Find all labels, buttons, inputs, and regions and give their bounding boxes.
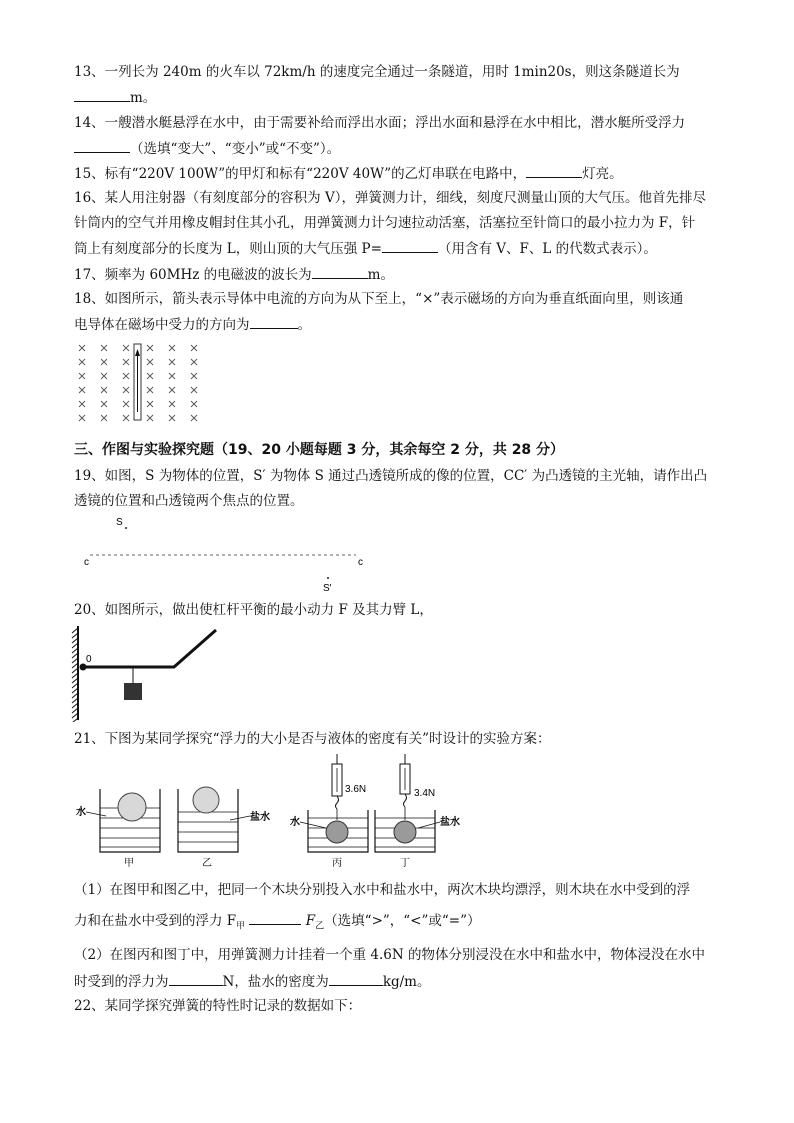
q21-p2-answer-blank-1[interactable] <box>169 971 223 986</box>
q21-p1-text-c: （选填“>”，“<”或“=”） <box>324 913 481 929</box>
q17-unit: m。 <box>367 267 394 283</box>
q16-text-b: （用含有 V、F、L 的代数式表示）。 <box>437 241 657 257</box>
beaker-jia <box>100 789 160 852</box>
q15-tail: 灯亮。 <box>582 166 623 182</box>
object-s-point <box>125 527 127 529</box>
q21-p2-text-a: 时受到的浮力为 <box>74 974 169 990</box>
reading-ding: 3.4N <box>414 788 436 799</box>
q18-magnetic-field-figure <box>74 340 214 425</box>
q21-p1-line1: （1）在图甲和图乙中，把同一个木块分别投入水中和盐水中，两次木块均漂浮，则木块在水中受到的浮 <box>74 882 691 898</box>
q21-buoyancy-figure <box>70 752 470 870</box>
q16-line3 <box>74 238 657 259</box>
caption-jia: 甲 <box>124 858 134 869</box>
q15-line <box>74 163 623 184</box>
q21-p2-line2 <box>74 971 430 992</box>
q17-answer-blank[interactable] <box>312 264 368 279</box>
q14-answer-blank[interactable] <box>74 138 130 153</box>
section3-title: 三、作图与实验探究题（19、20 小题每题 3 分，其余每空 2 分，共 28 分） <box>74 442 565 458</box>
q19-line1: 19、如图，S 为物体的位置，S′ 为物体 S 通过凸透镜所成的像的位置，CC′ 为凸透镜的主光轴，请作出凸 <box>74 468 708 484</box>
q19-line2: 透镜的位置和凸透镜两个焦点的位置。 <box>74 493 304 509</box>
spring-scale-bing <box>332 754 342 820</box>
q21-p1-sub-yi: 乙 <box>315 921 325 932</box>
q21-p2-text-c: kg/m。 <box>382 974 431 990</box>
caption-bing: 丙 <box>332 858 342 869</box>
q19-lens-figure <box>74 512 374 596</box>
image-s-prime-point <box>327 577 329 579</box>
q16-answer-blank[interactable] <box>382 238 438 253</box>
q21-p1-text-a: 力和在盐水中受到的浮力 F <box>74 913 237 929</box>
q14-line1: 14、一艘潜水艇悬浮在水中，由于需要补给而浮出水面；浮出水面和悬浮在水中相比，潜水艇所受浮力 <box>74 115 686 131</box>
q21-intro: 21、下图为某同学探究“浮力的大小是否与液体的密度有关”时设计的实验方案： <box>74 731 551 747</box>
caption-ding: 丁 <box>400 858 410 869</box>
q13-answer-blank[interactable] <box>74 87 130 102</box>
q18-line1: 18、如图所示，箭头表示导体中电流的方向为从下至上，“×”表示磁场的方向为垂直纸面向里，则该通 <box>74 291 684 307</box>
q14-hint: （选填“变大”、“变小”或“不变”）。 <box>130 141 341 157</box>
q18-answer-blank[interactable] <box>250 314 298 329</box>
q21-p1-sub-jia: 甲 <box>236 921 246 932</box>
q21-p2-line1: （2）在图丙和图丁中，用弹簧测力计挂着一个重 4.6N 的物体分别浸没在水中和盐水中，物体浸没在水中 <box>74 947 705 963</box>
q13-line1: 13、一列长为 240m 的火车以 72km/h 的速度完全通过一条隧道，用时 1min20s，则这条隧道长为 <box>74 64 680 80</box>
q18-line2 <box>74 314 311 335</box>
q21-p2-answer-blank-2[interactable] <box>329 971 383 986</box>
q15-text: 15、标有“220V 100W”的甲灯和标有“220V 40W”的乙灯串联在电路中， <box>74 166 527 182</box>
image-s-prime-label: S' <box>323 583 332 594</box>
water-label-jia: 水 <box>76 807 86 818</box>
q15-answer-blank[interactable] <box>526 163 582 178</box>
beaker-yi <box>178 787 238 852</box>
q22-line: 22、某同学探究弹簧的特性时记录的数据如下： <box>74 998 362 1014</box>
q21-p1-answer-blank[interactable] <box>249 910 301 925</box>
brine-label-yi: 盐水 <box>250 812 270 823</box>
q17-line <box>74 264 394 285</box>
q21-p2-text-b: N，盐水的密度为 <box>222 974 329 990</box>
caption-yi: 乙 <box>202 858 212 869</box>
pivot-label: 0 <box>86 654 92 665</box>
q13-unit: m。 <box>130 90 157 106</box>
q21-p1-line2: 力和在盐水中受到的浮力 $F_甲$ $F_乙$（选填“>”，“<”或“=”） <box>74 910 481 937</box>
brine-label-ding: 盐水 <box>440 817 460 828</box>
beaker-bing <box>308 810 368 852</box>
water-label-bing: 水 <box>290 817 300 828</box>
q18-text-b: 。 <box>297 317 311 333</box>
q16-text-a: 筒上有刻度部分的长度为 L，则山顶的大气压强 P= <box>74 241 382 257</box>
q18-text-a: 电导体在磁场中受力的方向为 <box>74 317 250 333</box>
spring-scale-ding <box>400 754 410 820</box>
axis-c-label: c <box>84 557 89 568</box>
q16-line1: 16、某人用注射器（有刻度部分的容积为 V），弹簧测力计，细线，刻度尺测量山顶的大气压。他首先排尽 <box>74 190 706 206</box>
q20-lever-figure <box>70 622 250 722</box>
q17-text: 17、频率为 60MHz 的电磁波的波长为 <box>74 267 312 283</box>
axis-c-prime-label: c <box>358 557 363 568</box>
q14-line2 <box>74 138 340 159</box>
q16-line2: 针筒内的空气并用橡皮帽封住其小孔，用弹簧测力计匀速拉动活塞，活塞拉至针筒口的最小拉力为 F，针 <box>74 215 696 231</box>
reading-bing: 3.6N <box>345 784 367 795</box>
hanging-weight <box>124 683 142 700</box>
lever-arm <box>83 630 216 667</box>
object-s-label: S <box>116 517 123 528</box>
q13-line2 <box>74 87 156 108</box>
q20-line: 20、如图所示，做出使杠杆平衡的最小动力 F 及其力臂 L， <box>74 602 433 618</box>
